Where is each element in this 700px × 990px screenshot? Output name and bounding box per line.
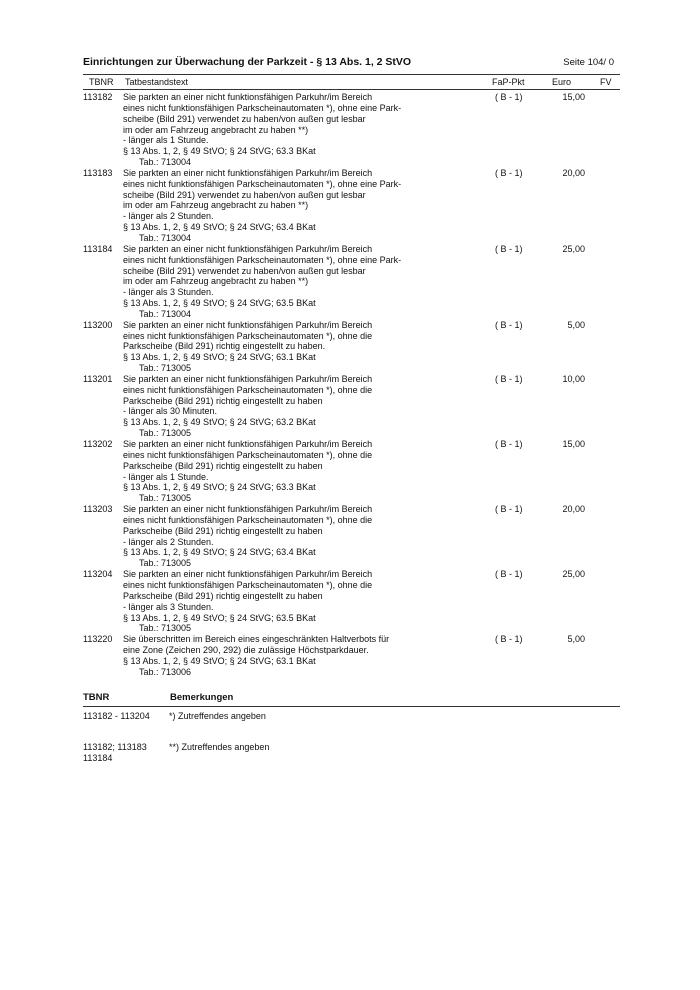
offense-text-line: im oder am Fahrzeug angebracht zu haben **) [123,276,309,287]
offense-text-line: Sie parkten an einer nicht funktionsfähigen Parkuhr/im Bereich [123,167,373,178]
offense-points: ( B - 1) [495,92,523,102]
column-header-text: Tatbestandstext [125,77,189,87]
offense-text-line: Parkscheibe (Bild 291) richtig eingestellt zu haben [123,460,323,471]
offense-text-line: eines nicht funktionsfähigen Parkscheinautomaten *), ohne die [123,449,373,460]
offense-text-line: eines nicht funktionsfähigen Parkscheinautomaten *), ohne eine Park- [123,102,402,113]
offense-text [123,374,423,439]
offense-text-line: eines nicht funktionsfähigen Parkscheinautomaten *), ohne die [123,579,373,590]
offense-list [83,92,620,678]
remarks-header-tbnr: TBNR [83,691,110,703]
offense-text-line: eines nicht funktionsfähigen Parkscheinautomaten *), ohne eine Park- [123,178,402,189]
offense-points: ( B - 1) [495,243,523,254]
offense-text [123,320,423,374]
page-title: Einrichtungen zur Überwachung der Parkzeit - § 13 Abs. 1, 2 StVO [83,56,412,68]
offense-row [83,168,620,244]
offense-fine: 25,00 [562,569,585,580]
offense-text-line: Parkscheibe (Bild 291) richtig eingestellt zu haben [123,525,323,536]
offense-text-line: § 13 Abs. 1, 2, § 49 StVO; § 24 StVG; 63.3 BKat [123,146,316,157]
offense-text-line: - länger als 2 Stunden. [123,211,214,222]
offense-text-line: - länger als 1 Stunde. [123,135,209,146]
offense-text-line: - länger als 30 Minuten. [123,406,218,417]
header-rule [83,74,620,75]
offense-row [83,569,620,634]
offense-text-line: Sie parkten an einer nicht funktionsfähigen Parkuhr/im Bereich [123,373,373,384]
offense-text-line: Sie parkten an einer nicht funktionsfähigen Parkuhr/im Bereich [123,439,373,449]
offense-points: ( B - 1) [495,439,523,449]
offense-text-line: im oder am Fahrzeug angebracht zu haben **) [123,124,309,135]
column-header-fv: FV [600,77,612,87]
offense-text-line: eines nicht funktionsfähigen Parkscheinautomaten *), ohne eine Park- [123,254,402,265]
offense-text-line: Sie parkten an einer nicht funktionsfähigen Parkuhr/im Bereich [123,504,373,515]
offense-text-line: § 13 Abs. 1, 2, § 49 StVO; § 24 StVG; 63.5 BKat [123,612,316,623]
offense-id: 113220 [83,634,113,645]
offense-row [83,320,620,374]
remarks-section [83,692,620,764]
offense-text [123,634,423,677]
offense-text-line: § 13 Abs. 1, 2, § 49 StVO; § 24 StVG; 63.4 BKat [123,547,316,558]
offense-fine: 10,00 [562,373,585,384]
offense-text-line: § 13 Abs. 1, 2, § 49 StVO; § 24 StVG; 63.1 BKat [123,352,316,363]
offense-text-line: Sie parkten an einer nicht funktionsfähigen Parkuhr/im Bereich [123,243,373,254]
offense-text [123,569,423,634]
offense-row [83,439,620,504]
offense-points: ( B - 1) [495,504,523,515]
offense-id: 113204 [83,569,113,580]
column-header-fap: FaP-Pkt [492,77,525,87]
offense-text-line: Sie parkten an einer nicht funktionsfähigen Parkuhr/im Bereich [123,319,373,330]
offense-tab-ref: Tab.: 713005 [139,428,192,439]
offense-points: ( B - 1) [495,167,523,178]
offense-text-line: § 13 Abs. 1, 2, § 49 StVO; § 24 StVG; 63.1 BKat [123,655,316,666]
offense-fine: 15,00 [562,439,585,449]
document-page [83,56,620,784]
offense-text-line: eines nicht funktionsfähigen Parkscheinautomaten *), ohne die [123,514,373,525]
offense-tab-ref: Tab.: 713005 [139,493,192,504]
offense-text-line: Parkscheibe (Bild 291) richtig eingestellt zu haben. [123,341,326,352]
offense-fine: 5,00 [567,634,585,645]
offense-text-line: scheibe (Bild 291) verwendet zu haben/von außen gut lesbar [123,189,366,200]
offense-tab-ref: Tab.: 713006 [139,666,192,677]
offense-text [123,439,423,504]
offense-points: ( B - 1) [495,373,523,384]
remark-row [83,711,620,722]
remarks-list [83,711,620,764]
remark-text: *) Zutreffendes angeben [169,710,266,721]
offense-text-line: eine Zone (Zeichen 290, 292) die zulässige Höchstparkdauer. [123,645,369,656]
offense-row [83,92,620,168]
offense-text [123,92,423,168]
remarks-header [83,692,620,706]
offense-row [83,244,620,320]
offense-row [83,374,620,439]
offense-text-line: - länger als 3 Stunden. [123,287,214,298]
offense-text-line: Sie überschritten im Bereich eines eingeschränkten Haltverbots für [123,634,390,645]
offense-text-line: scheibe (Bild 291) verwendet zu haben/von außen gut lesbar [123,113,366,124]
offense-text-line: im oder am Fahrzeug angebracht zu haben **) [123,200,309,211]
remark-ids [83,742,169,764]
offense-tab-ref: Tab.: 713004 [139,232,192,243]
offense-text-line: - länger als 3 Stunden. [123,601,214,612]
offense-id: 113202 [83,439,113,449]
offense-id: 113182 [83,92,113,102]
page-number: Seite 104/ 0 [563,57,614,68]
offense-text [123,244,423,320]
remark-ids [83,711,169,722]
offense-text-line: Parkscheibe (Bild 291) richtig eingestellt zu haben [123,590,323,601]
offense-text-line: § 13 Abs. 1, 2, § 49 StVO; § 24 StVG; 63.3 BKat [123,482,316,493]
offense-id: 113184 [83,243,113,254]
remark-id: 113182 - 113204 [83,710,150,721]
offense-text-line: - länger als 1 Stunde. [123,471,209,482]
column-header-euro: Euro [552,77,572,87]
remark-row [83,742,620,764]
offense-fine: 20,00 [562,167,585,178]
remark-id: 113184 [83,752,113,763]
offense-id: 113203 [83,504,113,515]
offense-tab-ref: Tab.: 713005 [139,558,192,569]
offense-text-line: § 13 Abs. 1, 2, § 49 StVO; § 24 StVG; 63.4 BKat [123,222,316,233]
offense-points: ( B - 1) [495,569,523,580]
offense-fine: 25,00 [562,243,585,254]
offense-points: ( B - 1) [495,319,523,330]
remarks-rule [83,706,620,707]
offense-text-line: eines nicht funktionsfähigen Parkscheinautomaten *), ohne die [123,384,373,395]
offense-text-line: Parkscheibe (Bild 291) richtig eingestellt zu haben [123,395,323,406]
column-header-row [83,76,620,89]
offense-tab-ref: Tab.: 713005 [139,623,192,634]
remark-id: 113182; 113183 [83,741,147,752]
offense-fine: 15,00 [562,92,585,102]
remark-text: **) Zutreffendes angeben [169,741,270,752]
offense-tab-ref: Tab.: 713004 [139,308,192,319]
offense-row [83,634,620,677]
offense-text-line: scheibe (Bild 291) verwendet zu haben/von außen gut lesbar [123,265,366,276]
column-header-tbnr: TBNR [89,77,114,87]
offense-text-line: § 13 Abs. 1, 2, § 49 StVO; § 24 StVG; 63.2 BKat [123,417,316,428]
offense-text [123,168,423,244]
offense-points: ( B - 1) [495,634,523,645]
offense-text-line: - länger als 2 Stunden. [123,536,214,547]
offense-fine: 20,00 [562,504,585,515]
page-header [83,56,620,74]
offense-text-line: § 13 Abs. 1, 2, § 49 StVO; § 24 StVG; 63.5 BKat [123,298,316,309]
column-header-rule [83,89,620,90]
offense-tab-ref: Tab.: 713005 [139,363,192,374]
offense-text-line: Sie parkten an einer nicht funktionsfähigen Parkuhr/im Bereich [123,92,373,102]
offense-id: 113201 [83,373,113,384]
offense-text-line: eines nicht funktionsfähigen Parkscheinautomaten *), ohne die [123,330,373,341]
offense-text-line: Sie parkten an einer nicht funktionsfähigen Parkuhr/im Bereich [123,569,373,580]
offense-row [83,504,620,569]
offense-text [123,504,423,569]
offense-id: 113183 [83,167,113,178]
offense-tab-ref: Tab.: 713004 [139,157,192,168]
remarks-header-text: Bemerkungen [170,691,234,703]
offense-id: 113200 [83,319,113,330]
offense-fine: 5,00 [567,319,585,330]
